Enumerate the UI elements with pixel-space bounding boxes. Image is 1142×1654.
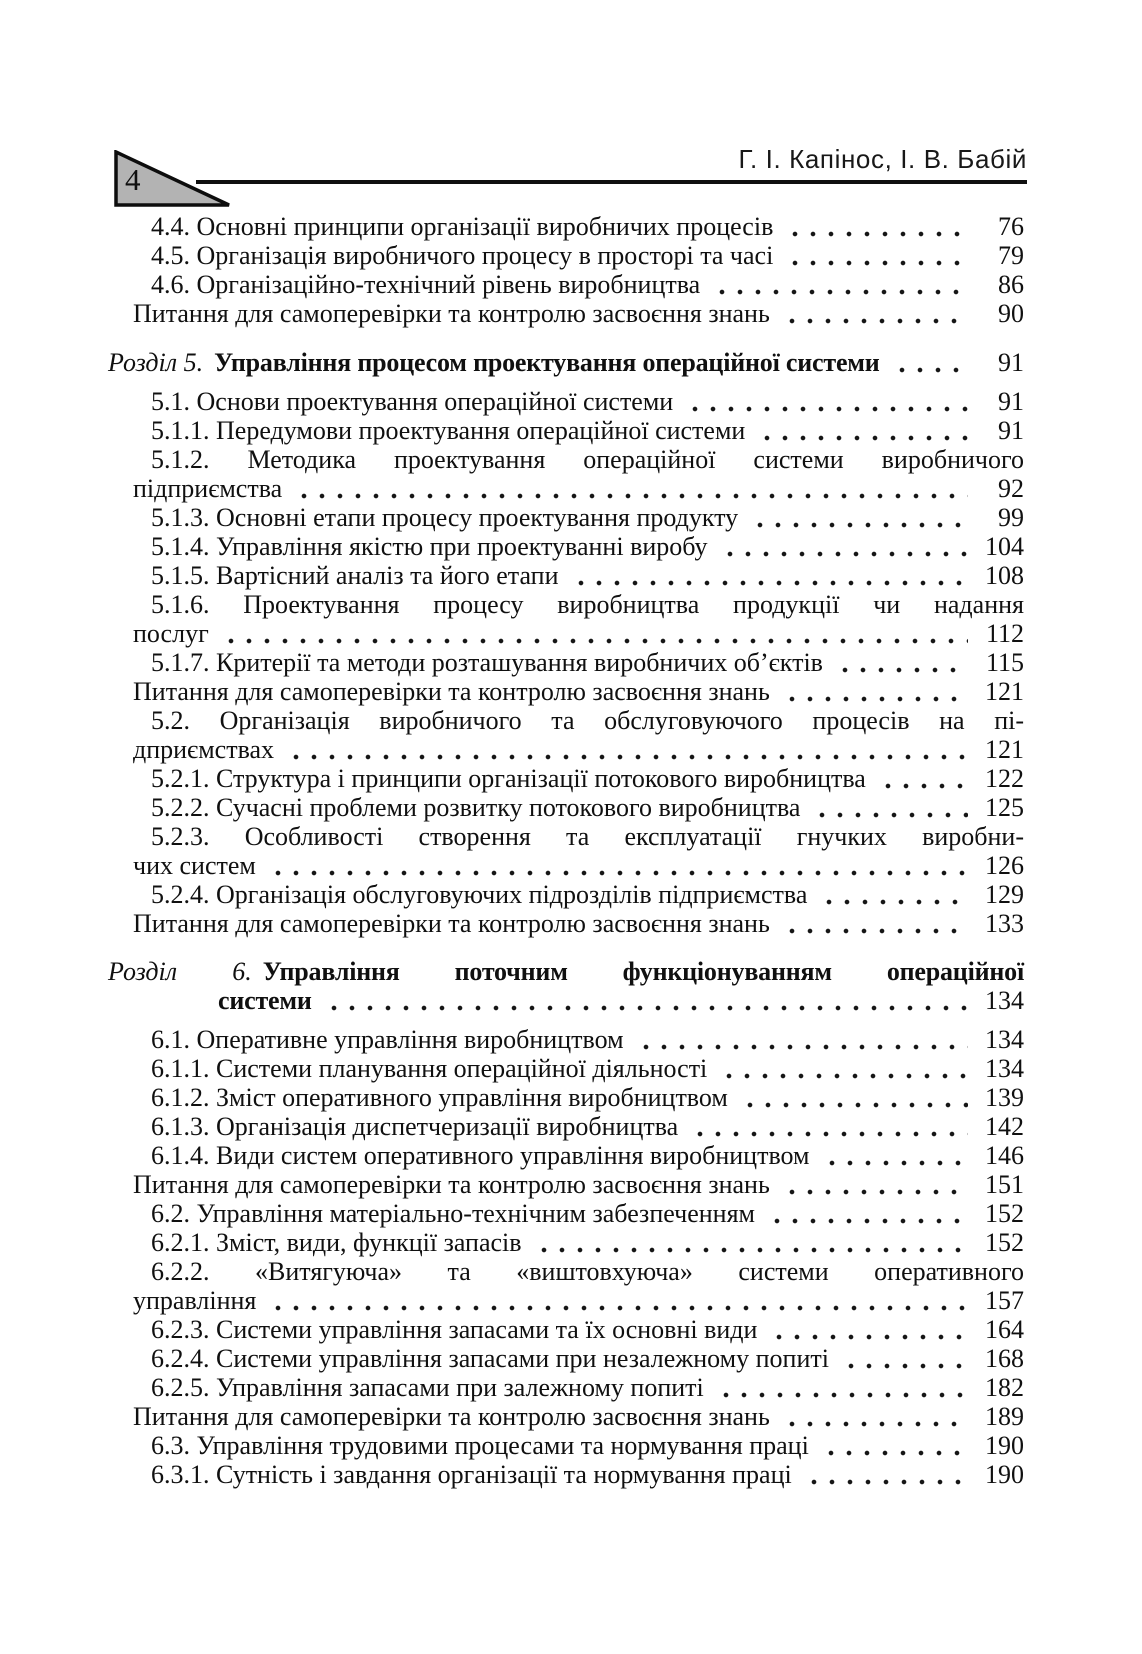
dot-leader [531,1228,968,1257]
toc-line-text: Питання для самоперевірки та контролю засвоєння знань [133,909,770,938]
page-number: 126 [985,851,1024,880]
dot-leader [737,1083,968,1112]
header-authors: Г. І. Капінос, І. В. Бабій [738,144,1027,174]
dot-leader [764,1199,968,1228]
toc-line [106,532,1024,561]
toc-line [106,1286,1024,1315]
dot-leader [782,212,968,241]
toc-line [106,445,1024,474]
toc-line [106,1170,1024,1199]
toc-line [106,1054,1024,1083]
dot-leader [713,1373,968,1402]
toc-line [106,241,1024,270]
toc-line-text: 5.2.3. Особливості створення та експлуатації гнучких виробни- [151,822,1024,851]
page-number: 91 [998,416,1024,445]
toc-line-text: Питання для самоперевірки та контролю засвоєння знань [133,677,770,706]
toc-line-text: послуг [133,619,209,648]
page-number: 104 [985,532,1024,561]
dot-leader [779,1402,968,1431]
dot-leader [265,851,968,880]
toc-line [106,590,1024,619]
page-number: 91 [998,348,1024,377]
page-number: 92 [998,474,1024,503]
toc-line [106,299,1024,328]
dot-leader [782,241,968,270]
toc-line-text: підприємства [133,474,283,503]
toc-line-text: 4.5. Організація виробничого процесу в просторі та часі [151,241,774,270]
dot-leader [819,1141,968,1170]
toc-line [106,474,1024,503]
toc-line [106,986,1024,1015]
dot-leader [717,532,969,561]
page-number-corner: 4 [125,162,141,197]
toc-line [106,1402,1024,1431]
dot-leader [709,270,968,299]
page-number: 134 [985,1025,1024,1054]
dot-leader [779,677,968,706]
page-number: 112 [985,619,1024,648]
dot-leader [801,1460,968,1489]
toc-line [106,503,1024,532]
toc-line [106,822,1024,851]
page-number: 76 [998,212,1024,241]
toc-line-text: 5.1.5. Вартісний аналіз та його етапи [151,561,559,590]
toc-line-text: дприємствах [133,735,275,764]
dot-leader [321,986,968,1015]
toc-line [106,561,1024,590]
toc-line-text: 6.2. Управління матеріально-технічним забезпеченням [151,1199,755,1228]
toc-line-text: 5.1.3. Основні етапи процесу проектування продукту [151,503,739,532]
toc-line-text: 6.3. Управління трудовими процесами та нормування праці [151,1431,809,1460]
toc-line-text: 6.1.3. Організація диспетчеризації виробництва [151,1112,679,1141]
toc-line-text: 5.1.7. Критерії та методи розташування виробничих об’єктів [151,648,823,677]
dot-leader [779,909,968,938]
toc-line-text: 5.1.6. Проектування процесу виробництва продукції чи надання [151,590,1024,619]
toc [106,212,1024,1489]
dot-leader [779,299,968,328]
chapter-prefix: Розділ 5. [108,348,204,377]
dot-leader [291,474,968,503]
toc-line [106,793,1024,822]
toc-line [106,648,1024,677]
page-number: 134 [985,1054,1024,1083]
page-number: 99 [998,503,1024,532]
toc-line-text: 6.2.1. Зміст, види, функції запасів [151,1228,522,1257]
toc-line-text: 6.1. Оперативне управління виробництвом [151,1025,624,1054]
page-number: 142 [985,1112,1024,1141]
dot-leader [818,1431,968,1460]
page-number: 134 [985,986,1024,1015]
toc-line [106,1460,1024,1489]
dot-leader [838,1344,968,1373]
toc-line-text: 4.4. Основні принципи організації виробничих процесів [151,212,774,241]
toc-line [106,387,1024,416]
dot-leader [832,648,968,677]
page-number: 152 [985,1199,1024,1228]
page-number: 122 [985,764,1024,793]
toc-line-text: Управління процесом проектування операційної системи [214,348,880,377]
toc-line-text: 5.1. Основи проектування операційної системи [151,387,674,416]
toc-line [106,1373,1024,1402]
dot-leader [766,1315,968,1344]
toc-line [106,677,1024,706]
page-number: 115 [985,648,1024,677]
toc-line-text: 6.1.4. Види систем оперативного управління виробництвом [151,1141,810,1170]
toc-line-text: 5.1.4. Управління якістю при проектуванні виробу [151,532,708,561]
dot-leader [809,793,968,822]
page-number: 133 [985,909,1024,938]
page-number: 146 [985,1141,1024,1170]
dot-leader [633,1025,968,1054]
dot-leader [568,561,969,590]
dot-leader [889,348,968,377]
dot-leader [265,1286,968,1315]
page-number: 91 [998,387,1024,416]
chapter-prefix: Розділ 6. [108,957,252,986]
toc-line [106,706,1024,735]
page-number: 182 [985,1373,1024,1402]
toc-line [106,1228,1024,1257]
toc-line [106,348,1024,377]
page-number: 190 [985,1460,1024,1489]
page-number: 79 [998,241,1024,270]
toc-line [106,880,1024,909]
page-number: 139 [985,1083,1024,1112]
toc-line-text: 6.2.4. Системи управління запасами при незалежному попиті [151,1344,829,1373]
toc-line [106,1112,1024,1141]
toc-line [106,764,1024,793]
dot-leader [747,503,968,532]
dot-leader [687,1112,968,1141]
toc-line-text: 5.2.1. Структура і принципи організації потокового виробництва [151,764,866,793]
toc-line-text: 6.2.2. «Витягуюча» та «виштовхуюча» системи оперативного [151,1257,1024,1286]
toc-line-text: 5.2.4. Організація обслуговуючих підрозділів підприємства [151,880,808,909]
toc-line-text: Питання для самоперевірки та контролю засвоєння знань [133,299,770,328]
page-number: 168 [985,1344,1024,1373]
toc-line [106,1315,1024,1344]
toc-line-text: 4.6. Організаційно-технічний рівень виробництва [151,270,701,299]
page-number: 86 [998,270,1024,299]
toc-line [106,619,1024,648]
page-number: 151 [985,1170,1024,1199]
header-rule [196,180,1027,184]
toc-line-text: 5.1.2. Методика проектування операційної системи виробничого [151,445,1024,474]
page-number: 129 [985,880,1024,909]
toc-line [106,416,1024,445]
toc-line-text: 6.2.5. Управління запасами при залежному попиті [151,1373,704,1402]
toc-line-text: 6.1.1. Системи планування операційної діяльності [151,1054,708,1083]
toc-line [106,957,1024,986]
page-number: 125 [985,793,1024,822]
toc-line-text: Питання для самоперевірки та контролю засвоєння знань [133,1402,770,1431]
page-number: 190 [985,1431,1024,1460]
toc-line [106,909,1024,938]
toc-line-text: 5.1.1. Передумови проектування операційної системи [151,416,746,445]
toc-line [106,1141,1024,1170]
toc-line-text: Питання для самоперевірки та контролю засвоєння знань [133,1170,770,1199]
toc-line-text: Управління поточним функціонуванням операційної [262,957,1024,986]
page-number: 164 [985,1315,1024,1344]
toc-line [106,1199,1024,1228]
dot-leader [779,1170,968,1199]
toc-line [106,1344,1024,1373]
toc-line [106,1257,1024,1286]
page-number: 108 [985,561,1024,590]
toc-line [106,851,1024,880]
dot-leader [875,764,968,793]
page-number: 152 [985,1228,1024,1257]
toc-line-text: системи [218,986,312,1015]
toc-line-text: 6.2.3. Системи управління запасами та їх основні види [151,1315,758,1344]
toc-line [106,1025,1024,1054]
toc-line [106,1083,1024,1112]
toc-line [106,212,1024,241]
toc-line [106,735,1024,764]
toc-line [106,270,1024,299]
toc-line-text: 6.3.1. Сутність і завдання організації та нормування праці [151,1460,792,1489]
toc-line [106,1431,1024,1460]
dot-leader [283,735,968,764]
dot-leader [754,416,968,445]
dot-leader [218,619,968,648]
toc-line-text: 5.2. Організація виробничого та обслуговуючого процесів на пі- [151,706,1024,735]
dot-leader [682,387,968,416]
page-number: 121 [985,735,1024,764]
toc-line-text: 5.2.2. Сучасні проблеми розвитку потокового виробництва [151,793,801,822]
toc-line-text: чих систем [133,851,256,880]
page-number: 157 [985,1286,1024,1315]
page-number: 189 [985,1402,1024,1431]
dot-leader [816,880,968,909]
page-number: 90 [998,299,1024,328]
toc-line-text: управління [133,1286,257,1315]
dot-leader [716,1054,968,1083]
toc-line-text: 6.1.2. Зміст оперативного управління виробництвом [151,1083,728,1112]
page-number: 121 [985,677,1024,706]
